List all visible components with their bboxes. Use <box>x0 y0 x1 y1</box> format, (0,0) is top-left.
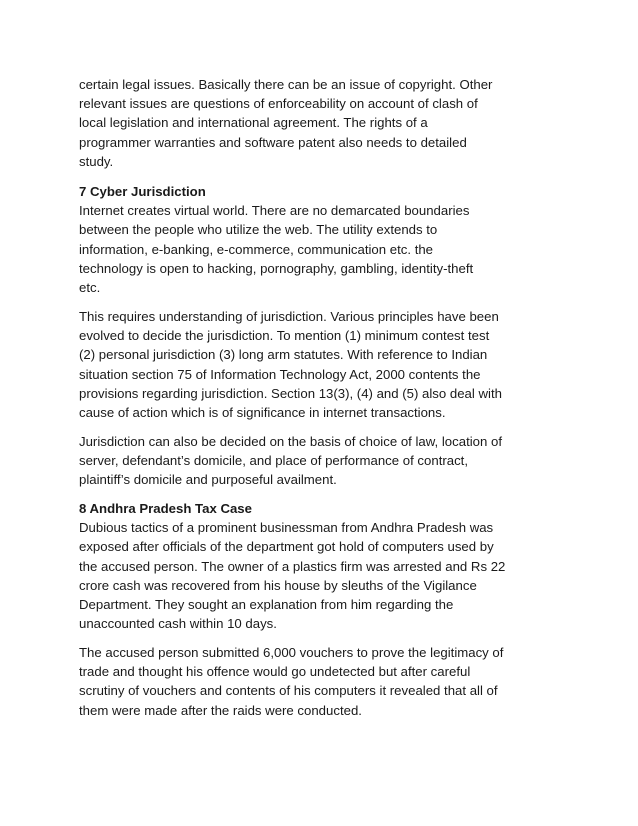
text-line: them were made after the raids were conducted. <box>79 702 362 718</box>
text-line: evolved to decide the jurisdiction. To mention (1) minimum contest test <box>79 328 490 344</box>
paragraph-jurisdiction-principles <box>79 307 579 422</box>
text-line: plaintiff’s domicile and purposeful availment. <box>79 472 337 488</box>
text-line: study. <box>79 153 114 169</box>
section-heading: 7 Cyber Jurisdiction <box>79 184 206 199</box>
text-line: provisions regarding jurisdiction. Section 13(3), (4) and (5) also deal with <box>79 385 502 401</box>
text-line: programmer warranties and software patent also needs to detailed <box>79 134 467 150</box>
text-line: (2) personal jurisdiction (3) long arm statutes. With reference to Indian <box>79 347 488 363</box>
text-line: scrutiny of vouchers and contents of his computers it revealed that all of <box>79 683 498 699</box>
section-andhra-pradesh-tax-case <box>79 499 579 633</box>
paragraph-choice-of-law <box>79 432 579 490</box>
text-line: Jurisdiction can also be decided on the basis of choice of law, location of <box>79 434 502 449</box>
text-line: certain legal issues. Basically there can be an issue of copyright. Other <box>79 77 493 92</box>
text-line: unaccounted cash within 10 days. <box>79 616 277 632</box>
text-line: The accused person submitted 6,000 vouchers to prove the legitimacy of <box>79 645 504 660</box>
text-line: server, defendant’s domicile, and place of performance of contract, <box>79 453 469 469</box>
text-line: between the people who utilize the web. The utility extends to <box>79 222 438 238</box>
paragraph-copyright-continuation <box>79 75 579 171</box>
paragraph-vouchers <box>79 643 579 720</box>
text-line: This requires understanding of jurisdiction. Various principles have been <box>79 309 499 324</box>
text-line: exposed after officials of the department got hold of computers used by <box>79 539 494 555</box>
text-line: relevant issues are questions of enforceability on account of clash of <box>79 96 478 112</box>
text-line: Internet creates virtual world. There are no demarcated boundaries <box>79 203 470 219</box>
section-heading: 8 Andhra Pradesh Tax Case <box>79 501 252 516</box>
text-line: situation section 75 of Information Technology Act, 2000 contents the <box>79 366 481 382</box>
text-line: the accused person. The owner of a plastics firm was arrested and Rs 22 <box>79 558 506 574</box>
text-line: Dubious tactics of a prominent businessman from Andhra Pradesh was <box>79 520 494 536</box>
text-line: information, e-banking, e-commerce, communication etc. the <box>79 241 434 257</box>
text-line: local legislation and international agreement. The rights of a <box>79 115 428 131</box>
text-line: cause of action which is of significance in internet transactions. <box>79 404 446 420</box>
text-line: etc. <box>79 279 101 295</box>
text-line: Department. They sought an explanation from him regarding the <box>79 596 454 612</box>
text-line: trade and thought his offence would go undetected but after careful <box>79 664 471 680</box>
text-line: crore cash was recovered from his house by sleuths of the Vigilance <box>79 577 477 593</box>
section-cyber-jurisdiction <box>79 182 579 297</box>
text-line: technology is open to hacking, pornography, gambling, identity-theft <box>79 260 474 276</box>
